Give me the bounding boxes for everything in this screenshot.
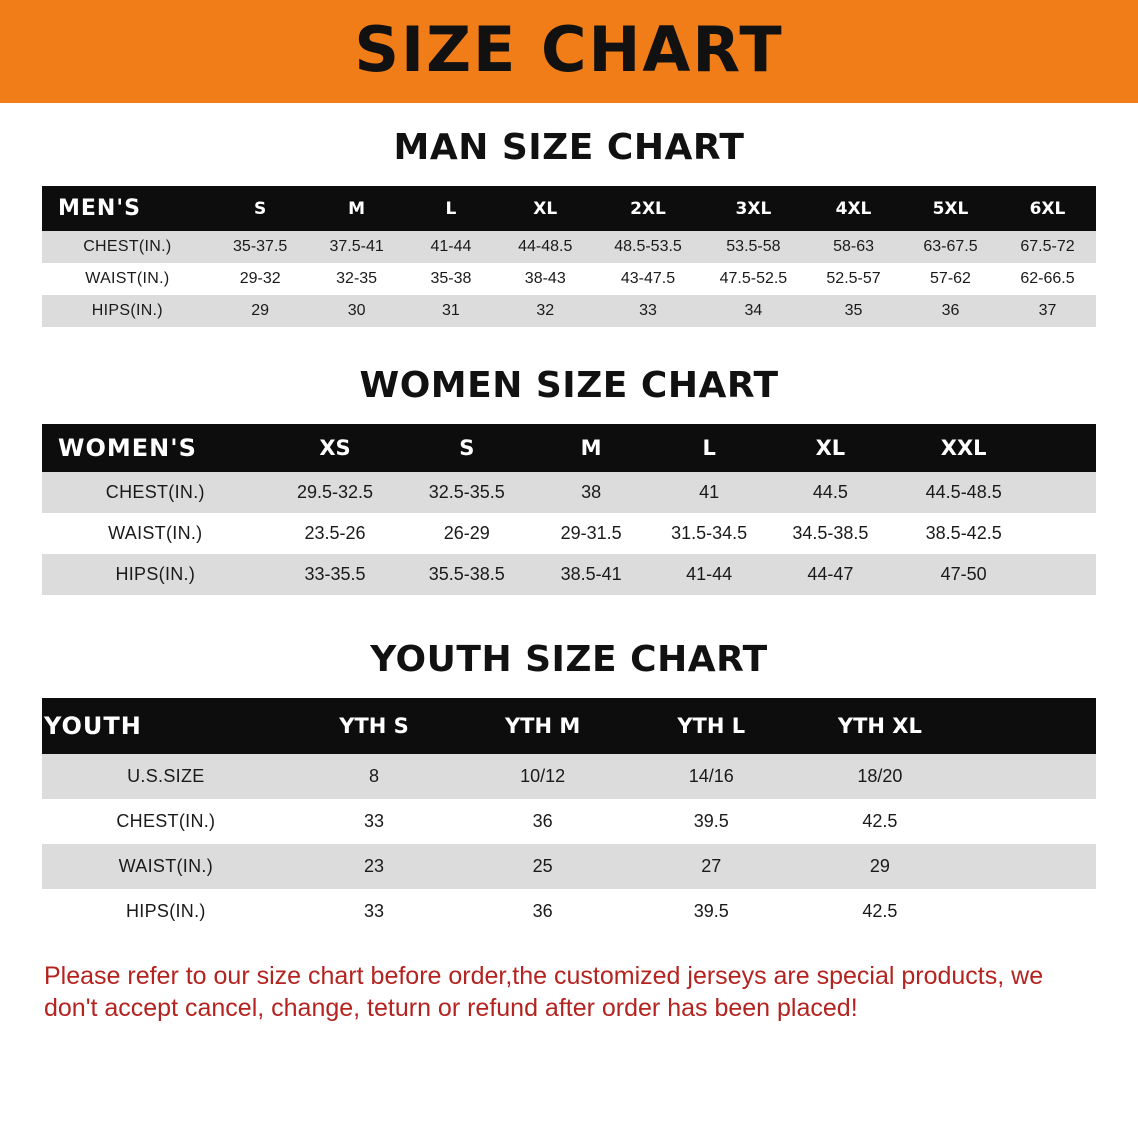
table-cell: 36	[458, 799, 627, 844]
table-cell: 37.5-41	[308, 231, 406, 263]
table-cell: 38	[532, 472, 650, 513]
row-label: WAIST(IN.)	[42, 513, 269, 554]
table-cell-spacer	[964, 799, 1096, 844]
table-header-row	[42, 186, 1096, 231]
table-cell-spacer	[1035, 513, 1096, 554]
table-cell: 35	[805, 295, 902, 327]
table-cell: 29-31.5	[532, 513, 650, 554]
table-cell: 44-48.5	[496, 231, 594, 263]
men-table-head	[42, 186, 1096, 231]
table-cell-spacer	[964, 889, 1096, 934]
men-size-table	[42, 186, 1096, 327]
table-cell: 41	[650, 472, 768, 513]
table-cell: 42.5	[796, 799, 965, 844]
row-label: HIPS(IN.)	[42, 295, 213, 327]
women-section-title: WOMEN SIZE CHART	[359, 365, 779, 406]
column-header-spacer	[1035, 424, 1096, 472]
table-cell: 32-35	[308, 263, 406, 295]
table-cell: 18/20	[796, 754, 965, 799]
table-row	[42, 799, 1096, 844]
table-cell: 30	[308, 295, 406, 327]
table-cell: 8	[290, 754, 459, 799]
column-header-3: L	[406, 186, 497, 231]
column-header-spacer	[964, 698, 1096, 754]
table-header-row	[42, 698, 1096, 754]
table-cell: 41-44	[650, 554, 768, 595]
table-cell: 58-63	[805, 231, 902, 263]
table-cell: 53.5-58	[702, 231, 805, 263]
table-cell: 10/12	[458, 754, 627, 799]
table-cell: 42.5	[796, 889, 965, 934]
table-cell: 47-50	[893, 554, 1035, 595]
column-header-3: M	[532, 424, 650, 472]
table-cell: 33	[594, 295, 702, 327]
row-label: HIPS(IN.)	[42, 554, 269, 595]
man-section-title: MAN SIZE CHART	[393, 127, 745, 168]
column-header-9: 6XL	[999, 186, 1096, 231]
table-cell: 14/16	[627, 754, 796, 799]
table-cell: 38.5-41	[532, 554, 650, 595]
table-cell: 26-29	[401, 513, 532, 554]
table-cell: 37	[999, 295, 1096, 327]
row-label: CHEST(IN.)	[42, 231, 213, 263]
table-cell: 44.5	[768, 472, 892, 513]
table-row	[42, 844, 1096, 889]
table-cell-spacer	[964, 844, 1096, 889]
table-cell: 44-47	[768, 554, 892, 595]
men-table-body	[42, 231, 1096, 327]
table-cell: 41-44	[406, 231, 497, 263]
column-header-6: XXL	[893, 424, 1035, 472]
youth-table-head	[42, 698, 1096, 754]
table-cell: 36	[458, 889, 627, 934]
women-table-body	[42, 472, 1096, 595]
table-cell: 27	[627, 844, 796, 889]
table-cell: 43-47.5	[594, 263, 702, 295]
column-header-4: L	[650, 424, 768, 472]
column-header-5: XL	[768, 424, 892, 472]
table-cell: 47.5-52.5	[702, 263, 805, 295]
table-cell: 33	[290, 889, 459, 934]
table-row	[42, 513, 1096, 554]
table-row	[42, 231, 1096, 263]
row-label: U.S.SIZE	[42, 754, 290, 799]
table-cell: 39.5	[627, 799, 796, 844]
row-label: WAIST(IN.)	[42, 844, 290, 889]
column-header-4: XL	[496, 186, 594, 231]
youth-size-table	[42, 698, 1096, 934]
table-cell: 57-62	[902, 263, 999, 295]
column-header-2: M	[308, 186, 406, 231]
table-cell: 31.5-34.5	[650, 513, 768, 554]
women-table-wrapper	[0, 424, 1138, 595]
women-size-table	[42, 424, 1096, 595]
column-header-2: YTH M	[458, 698, 627, 754]
table-cell: 31	[406, 295, 497, 327]
youth-section-title: YOUTH SIZE CHART	[370, 639, 768, 680]
man-table-wrapper	[0, 186, 1138, 327]
table-cell: 67.5-72	[999, 231, 1096, 263]
table-cell: 25	[458, 844, 627, 889]
table-cell: 32.5-35.5	[401, 472, 532, 513]
table-cell: 29	[796, 844, 965, 889]
row-label: CHEST(IN.)	[42, 472, 269, 513]
table-row	[42, 295, 1096, 327]
table-cell: 23	[290, 844, 459, 889]
table-row	[42, 754, 1096, 799]
column-header-0: MEN'S	[42, 186, 213, 231]
table-cell: 34.5-38.5	[768, 513, 892, 554]
column-header-1: S	[213, 186, 308, 231]
table-cell: 63-67.5	[902, 231, 999, 263]
order-policy-note: Please refer to our size chart before order,the customized jerseys are special products, we don't accept cancel, change, teturn or refund after order has been placed!	[44, 962, 1044, 1022]
women-table-head	[42, 424, 1096, 472]
column-header-3: YTH L	[627, 698, 796, 754]
column-header-4: YTH XL	[796, 698, 965, 754]
table-cell: 35-37.5	[213, 231, 308, 263]
row-label: HIPS(IN.)	[42, 889, 290, 934]
table-header-row	[42, 424, 1096, 472]
youth-table-body	[42, 754, 1096, 934]
table-cell: 38.5-42.5	[893, 513, 1035, 554]
column-header-1: YTH S	[290, 698, 459, 754]
table-cell-spacer	[1035, 554, 1096, 595]
row-label: WAIST(IN.)	[42, 263, 213, 295]
table-cell: 44.5-48.5	[893, 472, 1035, 513]
row-label: CHEST(IN.)	[42, 799, 290, 844]
table-cell-spacer	[1035, 472, 1096, 513]
table-row	[42, 472, 1096, 513]
table-row	[42, 263, 1096, 295]
table-cell: 62-66.5	[999, 263, 1096, 295]
table-cell: 29.5-32.5	[269, 472, 402, 513]
column-header-0: WOMEN'S	[42, 424, 269, 472]
table-row	[42, 889, 1096, 934]
table-cell: 33	[290, 799, 459, 844]
column-header-2: S	[401, 424, 532, 472]
column-header-0: YOUTH	[42, 698, 290, 754]
table-cell: 36	[902, 295, 999, 327]
table-cell: 35.5-38.5	[401, 554, 532, 595]
youth-table-wrapper	[0, 698, 1138, 934]
table-cell: 32	[496, 295, 594, 327]
page-banner	[0, 0, 1138, 103]
column-header-7: 4XL	[805, 186, 902, 231]
table-cell: 39.5	[627, 889, 796, 934]
table-cell: 35-38	[406, 263, 497, 295]
table-row	[42, 554, 1096, 595]
page-title: SIZE CHART	[354, 12, 784, 86]
table-cell: 29-32	[213, 263, 308, 295]
table-cell-spacer	[964, 754, 1096, 799]
table-cell: 34	[702, 295, 805, 327]
table-cell: 48.5-53.5	[594, 231, 702, 263]
column-header-6: 3XL	[702, 186, 805, 231]
column-header-1: XS	[269, 424, 402, 472]
table-cell: 38-43	[496, 263, 594, 295]
table-cell: 52.5-57	[805, 263, 902, 295]
table-cell: 23.5-26	[269, 513, 402, 554]
column-header-5: 2XL	[594, 186, 702, 231]
table-cell: 33-35.5	[269, 554, 402, 595]
column-header-8: 5XL	[902, 186, 999, 231]
table-cell: 29	[213, 295, 308, 327]
